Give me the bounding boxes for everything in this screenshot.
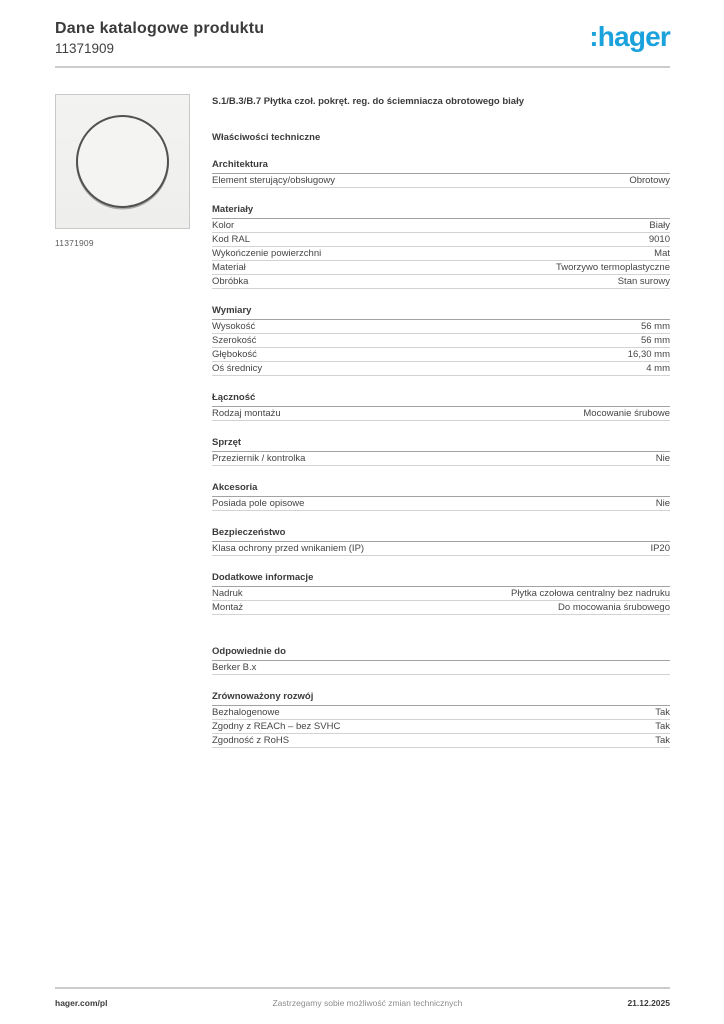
product-image [55,94,190,229]
spec-label: Oś średnicy [212,363,263,374]
spec-section [212,434,670,466]
content-area [55,94,670,748]
footer-website-link[interactable]: hager.com/pl [55,998,108,1008]
spec-value: Mat [654,248,670,259]
hager-logo: :hager [589,21,670,52]
section-heading: Architektura [212,156,670,174]
spec-section [212,524,670,556]
spec-value: 16,30 mm [627,349,670,360]
spec-label: Berker B.x [212,662,257,673]
spec-label: Szerokość [212,335,257,346]
spec-row [212,734,670,748]
header-divider [55,66,670,68]
spec-row [212,174,670,188]
spec-section [212,156,670,188]
spec-section [212,569,670,615]
spec-value: Obrotowy [629,175,670,186]
spec-row [212,706,670,720]
section-heading: Bezpieczeństwo [212,524,670,542]
section-heading: Dodatkowe informacje [212,569,670,587]
product-image-column [55,94,191,748]
section-heading: Sprzęt [212,434,670,452]
spec-value: 9010 [648,234,670,245]
spec-label: Zgodność z RoHS [212,735,290,746]
product-image-caption: 11371909 [55,238,94,248]
section-heading: Łączność [212,389,670,407]
product-number: 11371909 [55,41,115,56]
spec-label: Posiada pole opisowe [212,498,305,509]
spec-row [212,452,670,466]
spec-row [212,587,670,601]
technical-properties-heading: Właściwości techniczne [212,132,321,143]
spec-row [212,542,670,556]
spec-section [212,688,670,748]
spec-section [212,479,670,511]
spec-value: Do mocowania śrubowego [558,602,670,613]
section-heading: Materiały [212,201,670,219]
footer-disclaimer: Zastrzegamy sobie możliwość zmian technicznych [272,998,463,1008]
footer-date: 21.12.2025 [627,998,670,1008]
spec-value: Stan surowy [617,276,670,287]
spec-label: Wysokość [212,321,256,332]
spec-label: Bezhalogenowe [212,707,280,718]
spec-value: Tworzywo termoplastyczne [555,262,670,273]
spec-row [212,219,670,233]
spec-label: Przeziernik / kontrolka [212,453,306,464]
spec-label: Montaż [212,602,244,613]
spec-section [212,201,670,289]
spec-label: Obróbka [212,276,249,287]
spec-label: Zgodny z REACh – bez SVHC [212,721,341,732]
section-heading: Akcesoria [212,479,670,497]
spec-row [212,233,670,247]
spec-label: Wykończenie powierzchni [212,248,322,259]
spec-row [212,275,670,289]
spec-label: Nadruk [212,588,243,599]
spec-value: Biały [649,220,670,231]
spec-label: Klasa ochrony przed wnikaniem (IP) [212,543,365,554]
spec-value: Tak [655,735,670,746]
spec-row [212,720,670,734]
product-title: S.1/B.3/B.7 Płytka czoł. pokręt. reg. do ściemniacza obrotowego biały [212,96,525,107]
spec-label: Kod RAL [212,234,251,245]
section-heading: Odpowiednie do [212,643,670,661]
spec-row [212,320,670,334]
spec-label: Rodzaj montażu [212,408,281,419]
spec-value: 56 mm [640,321,670,332]
spec-label: Kolor [212,220,235,231]
spec-row [212,601,670,615]
spec-sections [212,156,670,748]
page-header [55,16,670,56]
spec-label: Głębokość [212,349,257,360]
page-footer [55,987,670,1008]
spec-value: 56 mm [640,335,670,346]
section-heading: Wymiary [212,302,670,320]
spec-row [212,497,670,511]
spec-column [212,94,670,748]
spec-section [212,302,670,376]
spec-value: IP20 [650,543,670,554]
spec-value: 4 mm [646,363,670,374]
spec-row [212,661,670,675]
page-title: Dane katalogowe produktu [55,20,265,37]
rotary-dial-graphic [76,115,169,208]
spec-value: Nie [655,453,670,464]
spec-row [212,247,670,261]
spec-row [212,261,670,275]
spec-value: Płytka czołowa centralny bez nadruku [511,588,670,599]
spec-row [212,407,670,421]
spec-value: Tak [655,707,670,718]
spec-value: Mocowanie śrubowe [583,408,670,419]
spec-value: Tak [655,721,670,732]
spec-label: Materiał [212,262,246,273]
spec-row [212,348,670,362]
spec-row [212,334,670,348]
spec-label: Element sterujący/obsługowy [212,175,336,186]
spec-value: Nie [655,498,670,509]
section-heading: Zrównoważony rozwój [212,688,670,706]
spec-section [212,643,670,675]
spec-section [212,389,670,421]
header-text-block [55,16,264,56]
spec-row [212,362,670,376]
